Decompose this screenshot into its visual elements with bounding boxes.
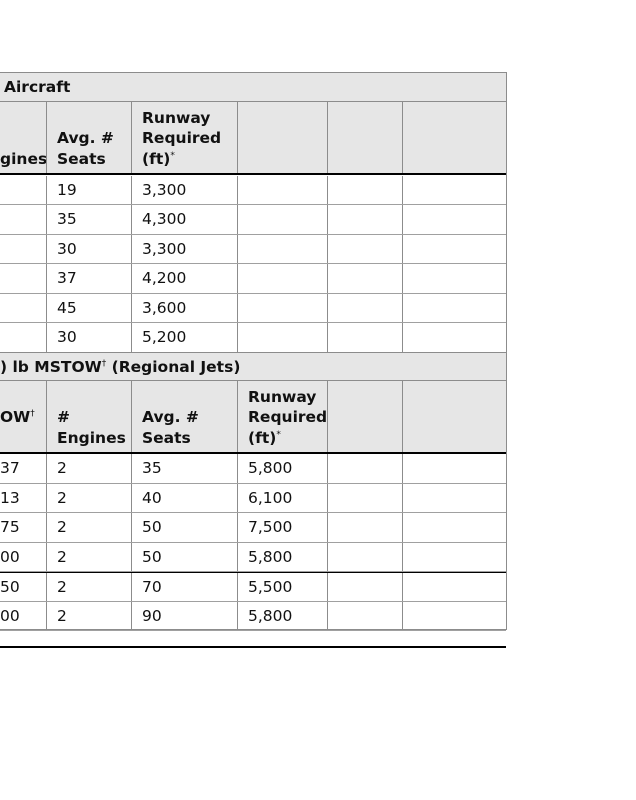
cell-empty: [237, 294, 327, 323]
cell-runway: 6,100: [237, 484, 327, 513]
cell-empty: [402, 323, 506, 352]
cell-runway: 5,800: [237, 602, 327, 631]
cell-runway: 5,800: [237, 454, 327, 483]
table-row: [0, 264, 506, 294]
header-empty-col: [402, 381, 506, 452]
cell-avg-seats: 50: [131, 513, 237, 542]
cell-engines: 2: [46, 573, 131, 601]
cell-empty: [327, 294, 402, 323]
table-row: [0, 484, 506, 514]
cell-runway: 4,300: [131, 205, 237, 234]
table-row: [0, 543, 506, 573]
cell-empty: [237, 264, 327, 293]
section2-header-row: [0, 381, 506, 454]
cell-empty: [327, 484, 402, 513]
cell-runway: 3,300: [131, 235, 237, 264]
cell-empty: [327, 573, 402, 601]
header-empty-col: [327, 381, 402, 452]
cell-runway: 3,600: [131, 294, 237, 323]
header-runway-required: Runway Required (ft)*: [131, 102, 237, 173]
cell-mstow: 00: [0, 606, 20, 625]
cell-blank: [0, 264, 46, 293]
header-empty-col: [327, 102, 402, 173]
cell-empty: [402, 513, 506, 542]
cell-avg-seats: 35: [131, 454, 237, 483]
cell-runway: 4,200: [131, 264, 237, 293]
cell-empty: [327, 513, 402, 542]
table-row: [0, 602, 506, 632]
cell-empty: [327, 176, 402, 205]
footnote-mark: †: [30, 408, 35, 419]
section-title-bar: [0, 352, 506, 381]
cell-empty: [327, 235, 402, 264]
cell-blank: [0, 323, 46, 352]
cell-avg-seats: 37: [46, 264, 131, 293]
cell-empty: [327, 205, 402, 234]
cell-avg-seats: 40: [131, 484, 237, 513]
cell-empty: [402, 573, 506, 601]
cell-avg-seats: 35: [46, 205, 131, 234]
cell-empty: [402, 205, 506, 234]
cell-avg-seats: 19: [46, 176, 131, 205]
cell-empty: [237, 323, 327, 352]
cell-empty: [402, 176, 506, 205]
cell-avg-seats: 50: [131, 543, 237, 572]
header-empty-col: [402, 102, 506, 173]
footnote-mark: *: [170, 150, 175, 161]
table-row: [0, 294, 506, 324]
cell-blank: [0, 205, 46, 234]
cell-empty: [237, 235, 327, 264]
cell-runway: 7,500: [237, 513, 327, 542]
cell-empty: [402, 264, 506, 293]
cell-empty: [402, 602, 506, 631]
table-row: [0, 176, 506, 206]
table-row: [0, 572, 506, 602]
cell-runway: 3,300: [131, 176, 237, 205]
header-empty-col: [237, 102, 327, 173]
cell-blank: [0, 294, 46, 323]
cell-runway: 5,800: [237, 543, 327, 572]
cell-empty: [402, 235, 506, 264]
cell-engines: 2: [46, 543, 131, 572]
header-avg-seats: Avg. # Seats: [46, 102, 131, 173]
cell-blank: [0, 176, 46, 205]
header-avg-seats: Avg. # Seats: [131, 381, 237, 452]
footer-rule: [0, 646, 506, 648]
header-runway-required: Runway Required (ft)*: [237, 381, 327, 452]
section-title: Aircraft: [4, 78, 71, 96]
cell-empty: [402, 454, 506, 483]
cell-empty: [402, 484, 506, 513]
table-right-border: [506, 72, 507, 630]
cell-empty: [327, 264, 402, 293]
table-row: [0, 454, 506, 484]
cell-engines: 2: [46, 513, 131, 542]
cell-mstow: 00: [0, 547, 20, 566]
cell-engines: 2: [46, 454, 131, 483]
cell-empty: [327, 602, 402, 631]
cell-blank: [0, 235, 46, 264]
section1-header-row: [0, 102, 506, 175]
section-title: ) lb MSTOW† (Regional Jets): [0, 358, 241, 376]
cell-empty: [402, 294, 506, 323]
cell-empty: [327, 323, 402, 352]
cell-empty: [327, 454, 402, 483]
table-row: [0, 323, 506, 353]
cell-empty: [237, 205, 327, 234]
header-mstow-partial: OW†: [0, 408, 35, 426]
cell-runway: 5,500: [237, 573, 327, 601]
cell-mstow: 13: [0, 488, 20, 507]
header-engines: # Engines: [46, 381, 131, 452]
table-row: [0, 235, 506, 265]
cell-mstow: 37: [0, 459, 20, 477]
cell-empty: [402, 543, 506, 572]
cell-engines: 2: [46, 484, 131, 513]
cell-empty: [327, 543, 402, 572]
table-row: [0, 205, 506, 235]
cell-avg-seats: 45: [46, 294, 131, 323]
cell-avg-seats: 30: [46, 323, 131, 352]
cell-mstow: 75: [0, 518, 20, 536]
header-engines-partial: gines: [0, 149, 48, 168]
cell-empty: [237, 176, 327, 205]
table-bottom-border: [0, 629, 507, 630]
footnote-mark: *: [276, 429, 281, 440]
section-title-bar: [0, 73, 506, 102]
cell-avg-seats: 30: [46, 235, 131, 264]
table-row: [0, 513, 506, 543]
cell-avg-seats: 70: [131, 573, 237, 601]
cell-runway: 5,200: [131, 323, 237, 352]
cell-mstow: 50: [0, 578, 20, 596]
cell-engines: 2: [46, 602, 131, 631]
cell-avg-seats: 90: [131, 602, 237, 631]
